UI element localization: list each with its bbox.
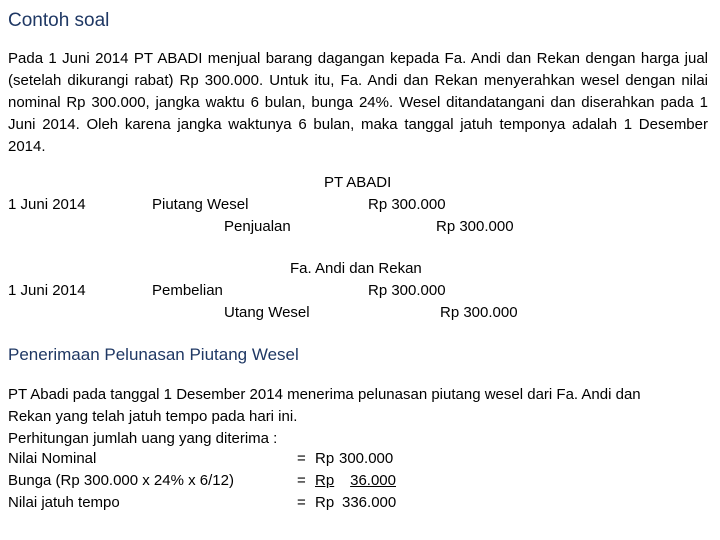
calc-amount: 36.000 bbox=[350, 472, 396, 489]
section-title: Penerimaan Pelunasan Piutang Wesel bbox=[8, 345, 299, 364]
credit-account: Utang Wesel bbox=[224, 304, 310, 321]
credit-amount: Rp 300.000 bbox=[440, 304, 518, 321]
calc-currency: Rp bbox=[315, 472, 335, 489]
credit-account: Penjualan bbox=[224, 218, 291, 235]
text-line: PT Abadi pada tanggal 1 Desember 2014 menerima pelunasan piutang wesel dari Fa. Andi dan bbox=[8, 386, 641, 403]
calc-label: Nilai jatuh tempo bbox=[8, 494, 120, 511]
calc-equals: = bbox=[297, 450, 306, 467]
debit-amount: Rp 300.000 bbox=[368, 196, 446, 213]
calc-label: Nilai Nominal bbox=[8, 450, 97, 467]
debit-amount: Rp 300.000 bbox=[368, 282, 446, 299]
calc-currency: Rp bbox=[315, 494, 335, 511]
intro-paragraph: Pada 1 Juni 2014 PT ABADI menjual barang dagangan kepada Fa. Andi dan Rekan dengan harga jual (setelah dikurangi rabat) Rp 300.000. Untuk itu, Fa. Andi dan Rekan menyerahkan wesel dengan nilai nominal Rp 300.000, jangka waktu 6 bulan, bunga 24%. Wesel ditandatangani dan diserahkan pada 1 Juni 2014. Oleh karena jangka waktunya 6 bulan, maka tanggal jatuh temponya adalah 1 Desember 2014. bbox=[8, 50, 708, 155]
calc-equals: = bbox=[297, 494, 306, 511]
journal-header: Fa. Andi dan Rekan bbox=[290, 260, 422, 277]
debit-account: Pembelian bbox=[152, 282, 223, 299]
journal-date: 1 Juni 2014 bbox=[8, 196, 86, 213]
calc-label: Bunga (Rp 300.000 x 24% x 6/12) bbox=[8, 472, 234, 489]
calc-amount: 300.000 bbox=[339, 450, 394, 467]
journal-header: PT ABADI bbox=[324, 174, 392, 191]
page-title: Contoh soal bbox=[8, 10, 110, 31]
debit-account: Piutang Wesel bbox=[152, 196, 249, 213]
credit-amount: Rp 300.000 bbox=[436, 218, 514, 235]
text-line: Perhitungan jumlah uang yang diterima : bbox=[8, 430, 278, 447]
calc-amount: 336.000 bbox=[342, 494, 397, 511]
journal-date: 1 Juni 2014 bbox=[8, 282, 86, 299]
calc-equals: = bbox=[297, 472, 306, 489]
calc-currency: Rp bbox=[315, 450, 335, 467]
section-paragraph bbox=[8, 384, 708, 450]
text-line: Rekan yang telah jatuh tempo pada hari ini. bbox=[8, 408, 298, 425]
